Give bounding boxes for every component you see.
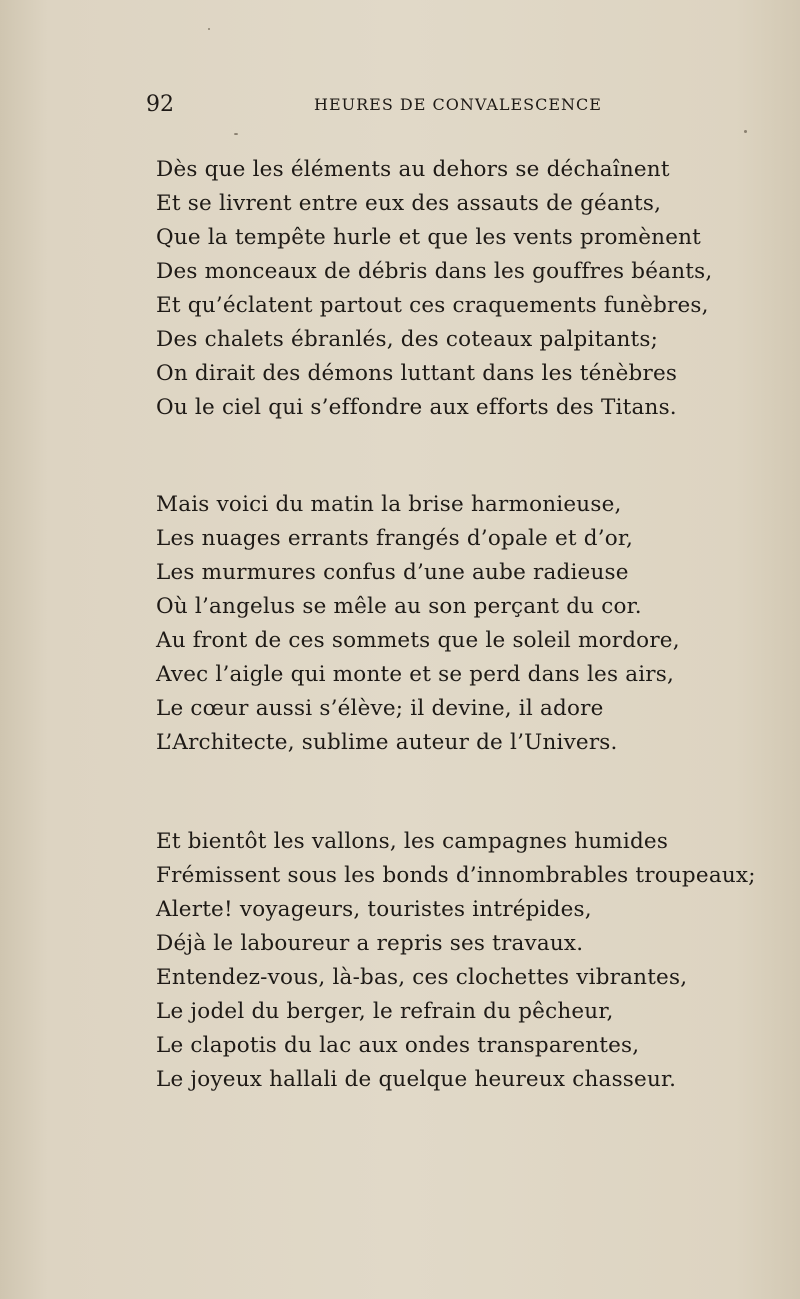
stanza-3 <box>156 825 756 1097</box>
paper-speck <box>234 133 238 135</box>
verse-line: Ou le ciel qui s’effondre aux efforts des Titans. <box>156 395 677 420</box>
stanza-1 <box>156 153 712 425</box>
verse-line: Les nuages errants frangés d’opale et d’or, <box>156 526 634 551</box>
verse-line: Avec l’aigle qui monte et se perd dans les airs, <box>156 662 675 687</box>
verse-line: Et qu’éclatent partout ces craquements funèbres, <box>156 293 709 318</box>
verse-line: Des chalets ébranlés, des coteaux palpitants; <box>156 327 659 352</box>
paper-speck <box>744 130 747 133</box>
verse-line: Que la tempête hurle et que les vents promènent <box>156 225 702 250</box>
verse-line: Le cœur aussi s’élève; il devine, il adore <box>156 696 604 721</box>
verse-line: Les murmures confus d’une aube radieuse <box>156 560 629 585</box>
verse-line: Dès que les éléments au dehors se déchaînent <box>156 157 670 182</box>
verse-line: On dirait des démons luttant dans les ténèbres <box>156 361 678 386</box>
verse-line: Mais voici du matin la brise harmonieuse, <box>156 492 622 517</box>
paper-speck <box>208 28 210 30</box>
verse-line: Et bientôt les vallons, les campagnes humides <box>156 829 669 854</box>
running-title: HEURES DE CONVALESCENCE <box>314 95 602 114</box>
verse-line: Entendez-vous, là-bas, ces clochettes vibrantes, <box>156 965 688 990</box>
verse-line: Le jodel du berger, le refrain du pêcheur, <box>156 999 614 1024</box>
verse-line: Des monceaux de débris dans les gouffres béants, <box>156 259 713 284</box>
verse-line: Le joyeux hallali de quelque heureux chasseur. <box>156 1067 677 1092</box>
verse-line: Au front de ces sommets que le soleil mordore, <box>156 628 680 653</box>
page-number: 92 <box>146 92 174 117</box>
verse-line: Alerte! voyageurs, touristes intrépides, <box>156 897 592 922</box>
stanza-2 <box>156 488 680 760</box>
verse-line: Le clapotis du lac aux ondes transparentes, <box>156 1033 640 1058</box>
verse-line: Frémissent sous les bonds d’innombrables troupeaux; <box>156 863 756 888</box>
verse-line: Et se livrent entre eux des assauts de géants, <box>156 191 662 216</box>
verse-line: Où l’angelus se mêle au son perçant du cor. <box>156 594 642 619</box>
verse-line: Déjà le laboureur a repris ses travaux. <box>156 931 584 956</box>
verse-line: L’Architecte, sublime auteur de l’Univers. <box>156 730 618 755</box>
page-header <box>146 92 666 120</box>
